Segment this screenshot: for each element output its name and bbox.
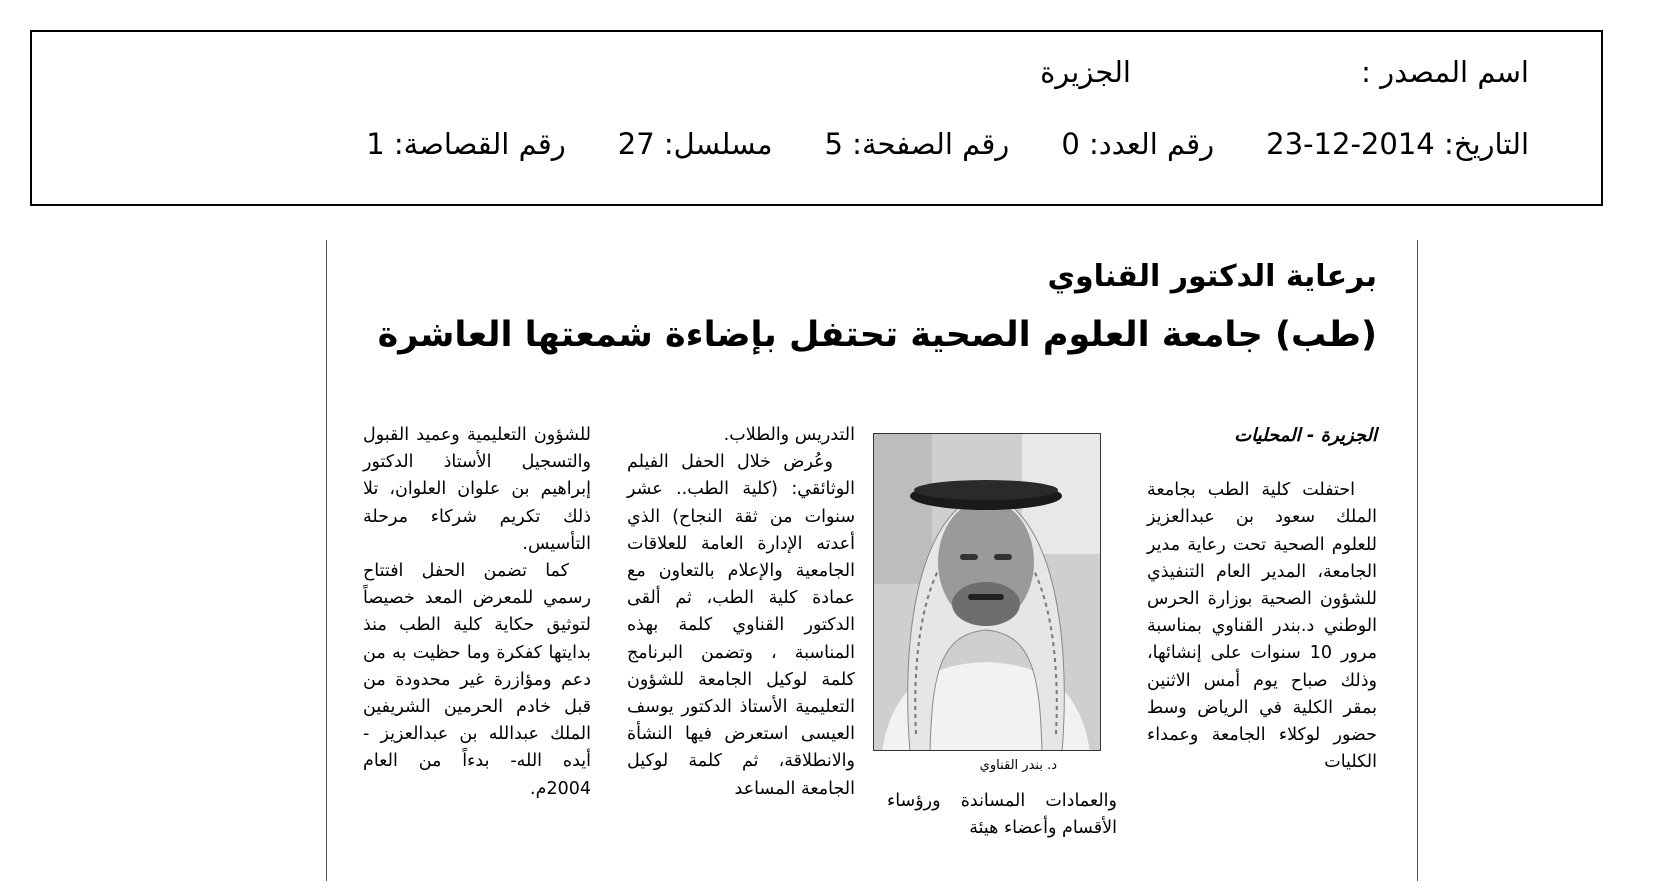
photo-caption: د. بندر القناوي: [979, 758, 1057, 773]
portrait-image: [873, 434, 1100, 751]
column-4-paragraph-1: للشؤون التعليمية وعميد القبول والتسجيل الأستاذ الدكتور إبراهيم بن علوان العلوان، تلا ذلك تكريم شركاء مرحلة التأسيس.: [363, 425, 591, 554]
date-field: التاريخ: 2014-12-23: [1266, 127, 1529, 161]
clip-number-field: رقم القصاصة: 1: [366, 127, 566, 161]
serial-field: مسلسل: 27: [617, 127, 773, 161]
article-column-1: [1147, 422, 1377, 776]
article-column-2: والعمادات المساندة ورؤساء الأقسام وأعضاء هيئة: [887, 791, 1117, 839]
page-number-field: رقم الصفحة: 5: [824, 127, 1010, 161]
article-column-4: [363, 422, 591, 803]
column-4-paragraph-2: كما تضمن الحفل افتتاح رسمي للمعرض المعد خصيصاً لتوثيق حكاية كلية الطب منذ بدايتها كفكرة وما حظيت به من دعم ومؤازرة غير محدودة من قبل خادم الحرمين الشريفين الملك عبدالله بن عبدالعزيز - أيده الله- بدءاً من العام 2004م.: [363, 561, 591, 799]
article-byline: الجزيرة - المحليات: [1234, 425, 1377, 446]
metadata-row: [366, 127, 1529, 161]
clipping-metadata-box: [30, 30, 1603, 206]
article-column-3: [627, 422, 855, 803]
portrait-photo: [873, 433, 1101, 751]
source-label: اسم المصدر :: [1361, 55, 1529, 89]
column-3-paragraph-1: التدريس والطلاب.: [723, 425, 855, 445]
article-kicker: برعاية الدكتور القناوي: [1047, 259, 1377, 294]
column-3-paragraph-2: وعُرض خلال الحفل الفيلم الوثائقي: (كلية الطب.. عشر سنوات من ثقة النجاح) الذي أعدته الإدارة العامة للعلاقات الجامعية والإعلام بالتعاون مع عمادة كلية الطب، ثم ألقى الدكتور القناوي كلمة بهذه المناسبة ، وتضمن البرنامج كلمة لوكيل الجامعة للشؤون التعليمية الأستاذ الدكتور يوسف العيسى استعرض فيها النشأة والانطلاقة، ثم كلمة لوكيل الجامعة المساعد: [627, 452, 855, 799]
column-1-paragraph: احتفلت كلية الطب بجامعة الملك سعود بن عبدالعزيز للعلوم الصحية تحت رعاية مدير الجامعة، المدير العام التنفيذي للشؤون الصحية بوزارة الحرس الوطني د.بندر القناوي بمناسبة مرور 10 سنوات على إنشائها، وذلك صباح يوم أمس الاثنين بمقر الكلية في الرياض وسط حضور لوكلاء الجامعة وعمداء الكليات: [1147, 480, 1377, 773]
issue-number-field: رقم العدد: 0: [1061, 127, 1215, 161]
newspaper-clipping: [326, 240, 1418, 881]
source-value: الجزيرة: [1040, 55, 1131, 89]
article-headline: (طب) جامعة العلوم الصحية تحتفل بإضاءة شمعتها العاشرة: [377, 315, 1377, 355]
